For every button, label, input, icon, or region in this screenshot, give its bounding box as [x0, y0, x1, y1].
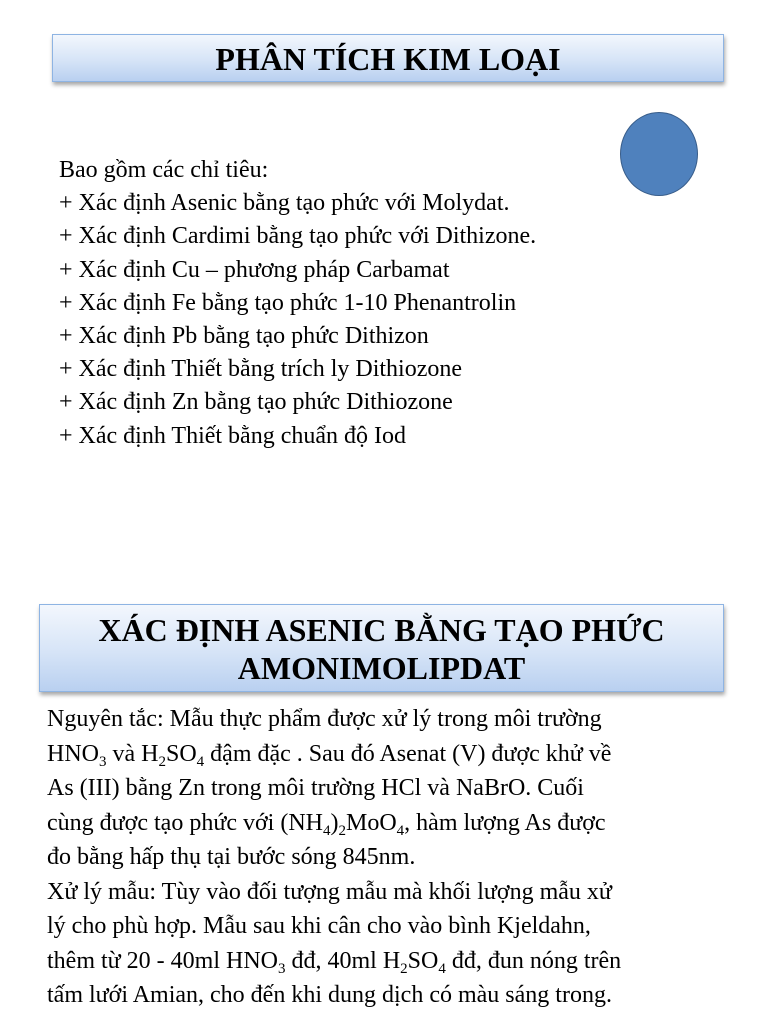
criteria-list: [59, 154, 536, 453]
text-line: thêm từ 20 - 40ml $HNO_3$ đđ, 40ml $H_2SO_4$ đđ, đun nóng trên: [47, 947, 622, 977]
list-item: + Xác định Cardimi bằng tạo phức với Dithizone.: [59, 223, 537, 250]
slide1-title: PHÂN TÍCH KIM LOẠI: [52, 34, 724, 82]
slide2-title-line2: AMONIMOLIPDAT: [237, 650, 526, 686]
list-item: + Xác định Thiết bằng chuẩn độ Iod: [59, 422, 407, 449]
criteria-intro: Bao gồm các chỉ tiêu:: [59, 157, 269, 183]
text-line: cùng được tạo phức với $(NH_4)_2MoO_4$, hàm lượng As được: [47, 809, 606, 839]
list-item: + Xác định Thiết bằng trích ly Dithiozone: [59, 356, 462, 383]
list-item: + Xác định Cu – phương pháp Carbamat: [59, 256, 450, 283]
method-description: [47, 702, 737, 1013]
text-line: $HNO_3$ và $H_2SO_4$ đậm đặc . Sau đó Asenat (V) được khử về: [47, 740, 612, 770]
text-line: Nguyên tắc: Mẫu thực phẩm được xử lý trong môi trường: [47, 706, 602, 732]
text-line: lý cho phù hợp. Mẫu sau khi cân cho vào bình Kjeldahn,: [47, 913, 591, 939]
list-item: + Xác định Fe bằng tạo phức 1-10 Phenantrolin: [59, 289, 517, 316]
blue-circle-shape: [620, 112, 698, 196]
text-line: tấm lưới Amian, cho đến khi dung dịch có màu sáng trong.: [47, 982, 612, 1008]
text-line: Xử lý mẫu: Tùy vào đối tượng mẫu mà khối lượng mẫu xử: [47, 878, 612, 905]
list-item: + Xác định Asenic bằng tạo phức với Molydat.: [59, 190, 510, 217]
slide2-title: [39, 604, 724, 692]
text-line: As (III) bằng Zn trong môi trường HCl và NaBrO. Cuối: [47, 775, 584, 801]
list-item: + Xác định Zn bằng tạo phức Dithiozone: [59, 389, 453, 416]
text-line: đo bằng hấp thụ tại bước sóng 845nm.: [47, 844, 416, 870]
list-item: + Xác định Pb bằng tạo phức Dithizon: [59, 323, 429, 350]
slide2-title-line1: XÁC ĐỊNH ASENIC BẰNG TẠO PHỨC: [98, 612, 665, 648]
